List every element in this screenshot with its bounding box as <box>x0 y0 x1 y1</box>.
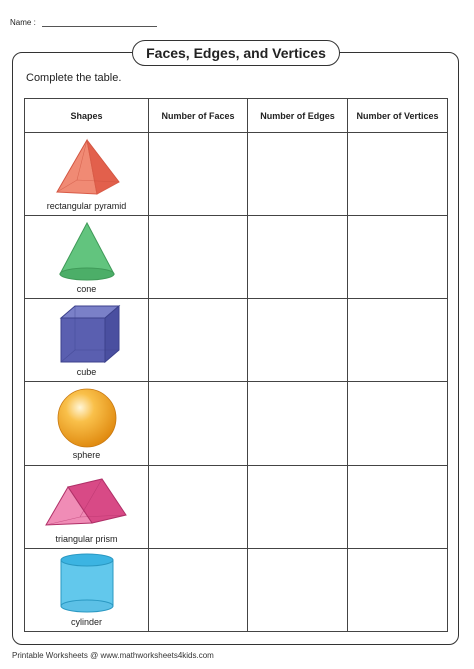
worksheet-title: Faces, Edges, and Vertices <box>132 40 340 66</box>
edges-answer-cell[interactable] <box>248 216 348 299</box>
sphere-icon <box>47 385 127 449</box>
instructions: Complete the table. <box>26 72 122 84</box>
vertices-answer-cell[interactable] <box>348 299 448 382</box>
faces-answer-cell[interactable] <box>149 465 248 548</box>
faces-answer-cell[interactable] <box>149 299 248 382</box>
shape-cell <box>25 299 149 382</box>
vertices-answer-cell[interactable] <box>348 216 448 299</box>
rectangular-pyramid-icon <box>47 136 127 200</box>
triangular-prism-icon <box>42 469 132 533</box>
vertices-answer-cell[interactable] <box>348 548 448 631</box>
shape-cell <box>25 133 149 216</box>
header-vertices: Number of Vertices <box>348 99 448 133</box>
name-line[interactable] <box>42 18 157 27</box>
header-faces: Number of Faces <box>149 99 248 133</box>
name-field[interactable] <box>10 18 157 27</box>
shape-label: cylinder <box>70 616 102 627</box>
shape-label: sphere <box>72 450 101 461</box>
table-row <box>25 382 448 465</box>
faces-answer-cell[interactable] <box>149 216 248 299</box>
edges-answer-cell[interactable] <box>248 548 348 631</box>
cone-icon <box>47 219 127 283</box>
shape-cell <box>25 216 149 299</box>
cylinder-icon <box>47 552 127 616</box>
table-row <box>25 548 448 631</box>
edges-answer-cell[interactable] <box>248 299 348 382</box>
shape-label: cube <box>76 367 97 378</box>
shape-label: cone <box>76 284 97 295</box>
faces-answer-cell[interactable] <box>149 133 248 216</box>
table-row <box>25 299 448 382</box>
footer-credit: Printable Worksheets @ www.mathworksheets4kids.com <box>12 651 214 660</box>
name-label: Name : <box>10 18 36 27</box>
table-row <box>25 216 448 299</box>
shape-label: rectangular pyramid <box>46 201 127 211</box>
cube-icon <box>47 302 127 366</box>
edges-answer-cell[interactable] <box>248 133 348 216</box>
vertices-answer-cell[interactable] <box>348 382 448 465</box>
header-shapes: Shapes <box>25 99 149 133</box>
faces-answer-cell[interactable] <box>149 548 248 631</box>
answer-table <box>24 98 448 632</box>
table-row <box>25 133 448 216</box>
vertices-answer-cell[interactable] <box>348 133 448 216</box>
table-row <box>25 465 448 548</box>
faces-answer-cell[interactable] <box>149 382 248 465</box>
table-header-row <box>25 99 448 133</box>
edges-answer-cell[interactable] <box>248 382 348 465</box>
header-edges: Number of Edges <box>248 99 348 133</box>
vertices-answer-cell[interactable] <box>348 465 448 548</box>
shape-label: triangular prism <box>55 533 118 544</box>
shape-cell <box>25 465 149 548</box>
shape-cell <box>25 548 149 631</box>
shape-cell <box>25 382 149 465</box>
edges-answer-cell[interactable] <box>248 465 348 548</box>
